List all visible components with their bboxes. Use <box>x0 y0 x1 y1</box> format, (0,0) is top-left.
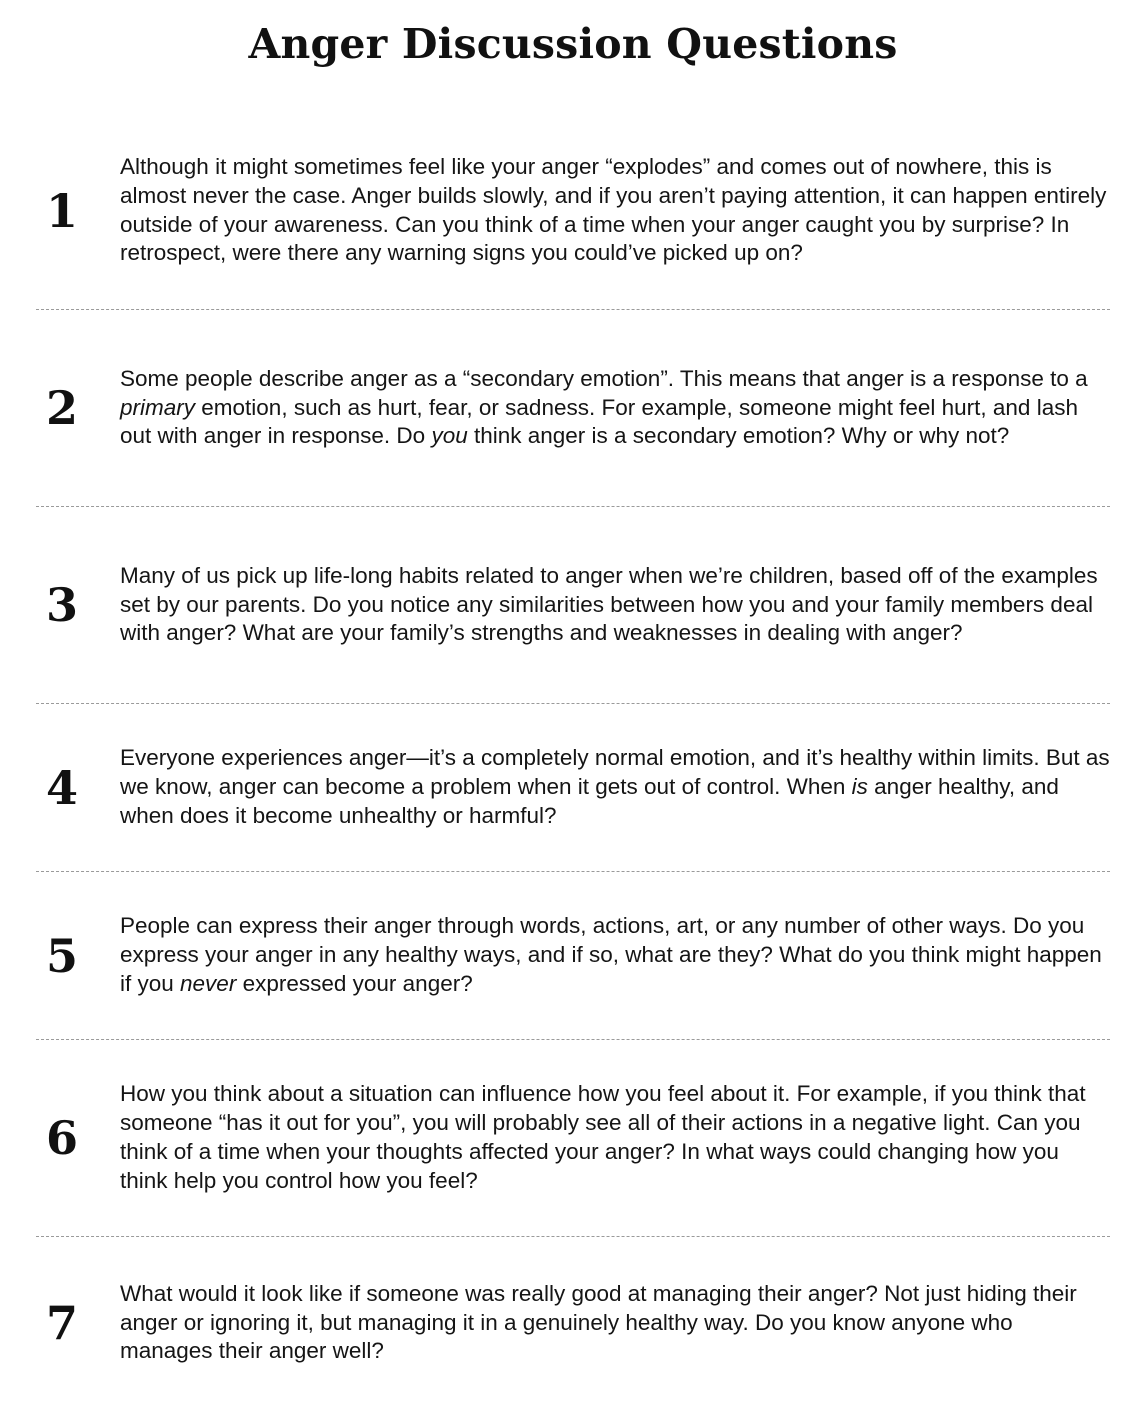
question-item <box>36 872 1110 1040</box>
text-segment: emotion, such as hurt, fear, or sadness. For example, someone might feel hurt, and lash out with anger in response. Do <box>120 394 1078 449</box>
text-segment: People can express their anger through words, actions, art, or any number of other ways. Do you express your anger in any healthy ways, and if so, what are they? What do you think might happen if you <box>120 913 1102 996</box>
page-title: Anger Discussion Questions <box>248 20 898 68</box>
question-text: What would it look like if someone was really good at managing their anger? Not just hiding their anger or ignoring it, but managing it in a genuinely healthy way. Do you know anyone who manages their anger well? <box>120 1280 1077 1364</box>
question-item <box>36 704 1110 872</box>
text-segment: expressed your anger? <box>236 970 473 996</box>
question-item <box>36 1040 1110 1237</box>
question-text: Many of us pick up life-long habits related to anger when we’re children, based off of the examples set by our parents. Do you notice any similarities between how you and your family members deal with anger? What are your family’s strengths and weaknesses in dealing with anger? <box>120 562 1098 646</box>
question-list <box>36 112 1110 1409</box>
question-number: 3 <box>46 578 79 632</box>
text-segment: Everyone experiences anger—it’s a completely normal emotion, and it’s healthy within limits. But as we know, anger can become a problem when it gets out of control. When <box>120 745 1110 800</box>
question-number: 2 <box>46 381 79 435</box>
question-text: How you think about a situation can influence how you feel about it. For example, if you think that someone “has it out for you”, you will probably see all of their actions in a negative light. Can you think of a time when your thoughts affected your anger? In what ways could changing how you think help you control how you feel? <box>120 1081 1086 1193</box>
text-segment: anger healthy, and when does it become unhealthy or harmful? <box>120 774 1059 828</box>
emphasis-text: primary <box>120 394 196 420</box>
question-number: 6 <box>46 1111 79 1165</box>
question-number: 1 <box>46 183 79 238</box>
question-item <box>36 310 1110 507</box>
question-item <box>36 507 1110 704</box>
question-text <box>120 365 1110 451</box>
emphasis-text: is <box>851 774 868 800</box>
emphasis-text: you <box>431 423 468 449</box>
question-item <box>36 1237 1110 1409</box>
question-text <box>120 744 1110 830</box>
question-number: 5 <box>46 928 79 983</box>
question-number: 7 <box>46 1296 79 1350</box>
question-text <box>120 912 1110 998</box>
question-number: 4 <box>46 760 79 815</box>
question-item <box>36 112 1110 310</box>
question-text: Although it might sometimes feel like your anger “explodes” and comes out of nowhere, this is almost never the case. Anger builds slowly, and if you aren’t paying attention, it can happen entirely outside of your awareness. Can you think of a time when your anger caught you by surprise? In retrospect, were there any warning signs you could’ve picked up on? <box>120 153 1107 266</box>
text-segment: think anger is a secondary emotion? Why or why not? <box>467 423 1010 449</box>
emphasis-text: never <box>180 970 237 996</box>
text-segment: Some people describe anger as a “secondary emotion”. This means that anger is a response to a <box>120 365 1088 391</box>
